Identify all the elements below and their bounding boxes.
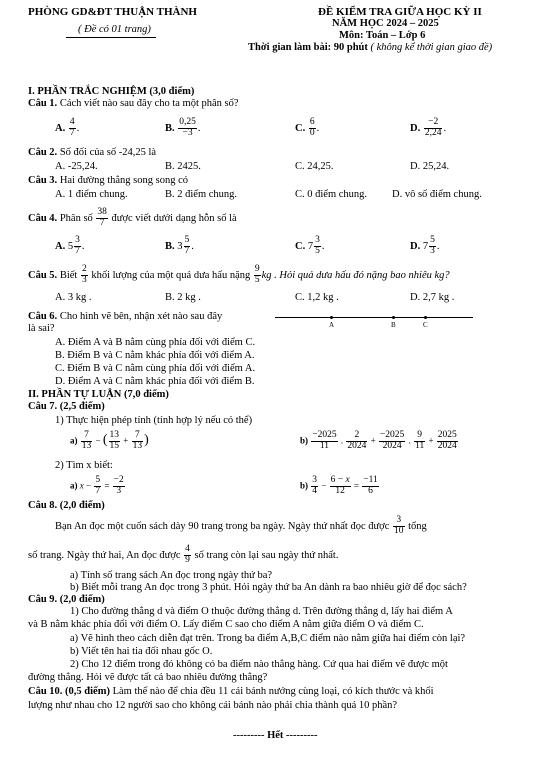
q6-option-d: D. Điểm A và C nằm khác phía đối với điểm B. bbox=[55, 376, 255, 387]
q5-option-b: B. 2 kg . bbox=[165, 292, 201, 303]
q8-line-2: số trang. Ngày thứ hai, An đọc được $\frac{4}{9}$ số trang còn lại sau ngày thứ nhất. bbox=[28, 544, 339, 565]
time-line bbox=[248, 42, 492, 54]
point-b bbox=[392, 316, 395, 319]
q8-label: Câu 8. (2,0 điểm) bbox=[28, 500, 105, 511]
q9-p1-line2: và B nằm khác phía đối với điểm O. Lấy điểm C sao cho điểm A nằm giữa điểm O và điểm C. bbox=[28, 619, 424, 630]
q9-label: Câu 9. (2,0 điểm) bbox=[28, 594, 105, 605]
point-c bbox=[424, 316, 427, 319]
q3-option-b: B. 2 điểm chung. bbox=[165, 189, 238, 200]
q7-expr-find-b: b) $\frac{3}{4}$ − $\frac{6 - x}{12}$ = $\frac{-11}{6}$ bbox=[300, 475, 378, 496]
q4-option-b: B. 3 $\frac{5}{7}$ . bbox=[165, 235, 194, 256]
point-a-label: A bbox=[329, 321, 335, 329]
q7-label: Câu 7. (2,5 điểm) bbox=[28, 401, 105, 412]
q6-option-b: B. Điểm B và C nằm khác phía đối với điểm A. bbox=[55, 350, 255, 361]
q9-p1-line1: 1) Cho đường thẳng d và điểm O thuộc đường thẳng d. Trên đường thẳng d, lấy hai điểm A bbox=[70, 606, 453, 617]
q8-line-1: Bạn An đọc một cuốn sách dày 90 trang trong ba ngày. Ngày thứ nhất đọc được $\frac{3}{10}$ tổng bbox=[55, 515, 427, 536]
q8-part-b: b) Biết mỗi trang An đọc trong 3 phút. Hỏi ngày thứ ba An dành ra bao nhiêu giờ để đọc sách? bbox=[70, 582, 467, 593]
q10-line-2: lượng như nhau cho 12 người sao cho không cái bánh nào phải chia thành quá 10 phần? bbox=[28, 700, 398, 711]
q6-figure-line bbox=[275, 317, 473, 318]
q5-text: Câu 5. Biết $\frac{2}{3}$ khối lượng của một quả dưa hấu nặng $\frac{9}{5}$ kg . Hỏi quả dưa hấu đó nặng bao nhiêu kg? bbox=[28, 264, 450, 285]
q6-option-c: C. Điểm B và C nằm cùng phía đối với điểm A. bbox=[55, 363, 256, 374]
q3-option-d: D. vô số điểm chung. bbox=[392, 189, 482, 200]
q2-option-d: D. 25,24. bbox=[410, 161, 450, 172]
q9-p2-line1: 2) Cho 12 điểm trong đó không có ba điểm nào thẳng hàng. Cứ qua hai điểm vẽ được một bbox=[70, 659, 448, 670]
q1-option-d: D. $\frac{-2}{2,24}$ . bbox=[410, 117, 447, 138]
q9-part-b: b) Viết tên hai tia đối nhau gốc O. bbox=[70, 646, 213, 657]
header-underline bbox=[66, 37, 156, 38]
q5-option-d: D. 2,7 kg . bbox=[410, 292, 455, 303]
q3-text: Câu 3. Hai đường thẳng song song có bbox=[28, 175, 189, 186]
time-note: ( không kể thời gian giao đề) bbox=[370, 42, 493, 53]
q3-option-a: A. 1 điểm chung. bbox=[55, 189, 128, 200]
q4-option-c: C. 7 $\frac{3}{5}$ . bbox=[295, 235, 325, 256]
q7-sub2: 2) Tìm x biết: bbox=[55, 460, 113, 471]
q4-text: Câu 4. Phân số $\frac{38}{7}$ được viết dưới dạng hỗn số là bbox=[28, 207, 237, 228]
point-c-label: C bbox=[423, 321, 428, 329]
q9-part-a: a) Vẽ hình theo cách diễn đạt trên. Trong ba điểm A,B,C điểm nào nằm giữa hai điểm còn lại? bbox=[70, 633, 466, 644]
end-marker: --------- Hết --------- bbox=[233, 730, 318, 741]
school-office: PHÒNG GD&ĐT THUẬN THÀNH bbox=[28, 6, 197, 18]
q1-option-c: C. $\frac{6}{0}$ . bbox=[295, 117, 320, 138]
q1-option-b: B. $\frac{0,25}{-3}$ . bbox=[165, 117, 201, 138]
q7-sub1: 1) Thực hiện phép tính (tính hợp lý nếu có thể) bbox=[55, 415, 253, 426]
q5-option-c: C. 1,2 kg . bbox=[295, 292, 339, 303]
q6-option-a: A. Điểm A và B nằm cùng phía đối với điểm C. bbox=[55, 337, 256, 348]
q3-option-c: C. 0 điểm chung. bbox=[295, 189, 368, 200]
q1-option-a: A. $\frac{4}{7}$ . bbox=[55, 117, 80, 138]
q4-option-a: A. 5 $\frac{3}{7}$ . bbox=[55, 235, 85, 256]
q7-expr-find-a: a) x − $\frac{5}{7}$ = $\frac{-2}{3}$ bbox=[70, 475, 124, 496]
part1-title: I. PHẦN TRẮC NGHIỆM (3,0 điểm) bbox=[28, 86, 195, 97]
q8-part-a: a) Tính số trang sách An đọc trong ngày thứ ba? bbox=[70, 570, 273, 581]
q1-text: Câu 1. Cách viết nào sau đây cho ta một phân số? bbox=[28, 98, 239, 109]
subject: Môn: Toán – Lớp 6 bbox=[339, 30, 426, 41]
q7-expr-a: a) $\frac{7}{13}$ − ( $\frac{13}{15}$ + $\frac{7}{13}$ ) bbox=[70, 430, 149, 451]
exam-title: ĐỀ KIỂM TRA GIỮA HỌC KỲ II bbox=[318, 6, 482, 18]
q7-expr-b: b) $\frac{-2025}{11}$ . $\frac{2}{2024}$ + $\frac{-2025}{2024}$ . $\frac{9}{11}$ + $\frac{2025}{2024}$ bbox=[300, 430, 457, 451]
q5-option-a: A. 3 kg . bbox=[55, 292, 92, 303]
q4-option-d: D. 7 $\frac{5}{3}$ . bbox=[410, 235, 440, 256]
q2-text: Câu 2. Số đối của số -24,25 là bbox=[28, 147, 157, 158]
q10-line-1: Câu 10. (0,5 điểm) Làm thế nào để chia đều 11 cái bánh nướng cùng loại, có kích thước và khối bbox=[28, 686, 434, 697]
q6-text-2: là sai? bbox=[28, 323, 55, 334]
q9-p2-line2: đường thẳng. Hỏi vẽ được tất cả bao nhiêu đường thẳng? bbox=[28, 672, 268, 683]
point-b-label: B bbox=[391, 321, 396, 329]
time-label: Thời gian làm bài: 90 phút bbox=[248, 42, 368, 53]
q2-option-a: A. -25,24. bbox=[55, 161, 98, 172]
q2-option-c: C. 24,25. bbox=[295, 161, 334, 172]
school-year: NĂM HỌC 2024 – 2025 bbox=[332, 18, 439, 29]
part2-title: II. PHẦN TỰ LUẬN (7,0 điểm) bbox=[28, 389, 169, 400]
point-a bbox=[330, 316, 333, 319]
q2-option-b: B. 2425. bbox=[165, 161, 201, 172]
q6-text-1: Câu 6. Cho hình vẽ bên, nhận xét nào sau đây bbox=[28, 311, 223, 322]
page-count-note: ( Đề có 01 trang) bbox=[78, 24, 151, 35]
